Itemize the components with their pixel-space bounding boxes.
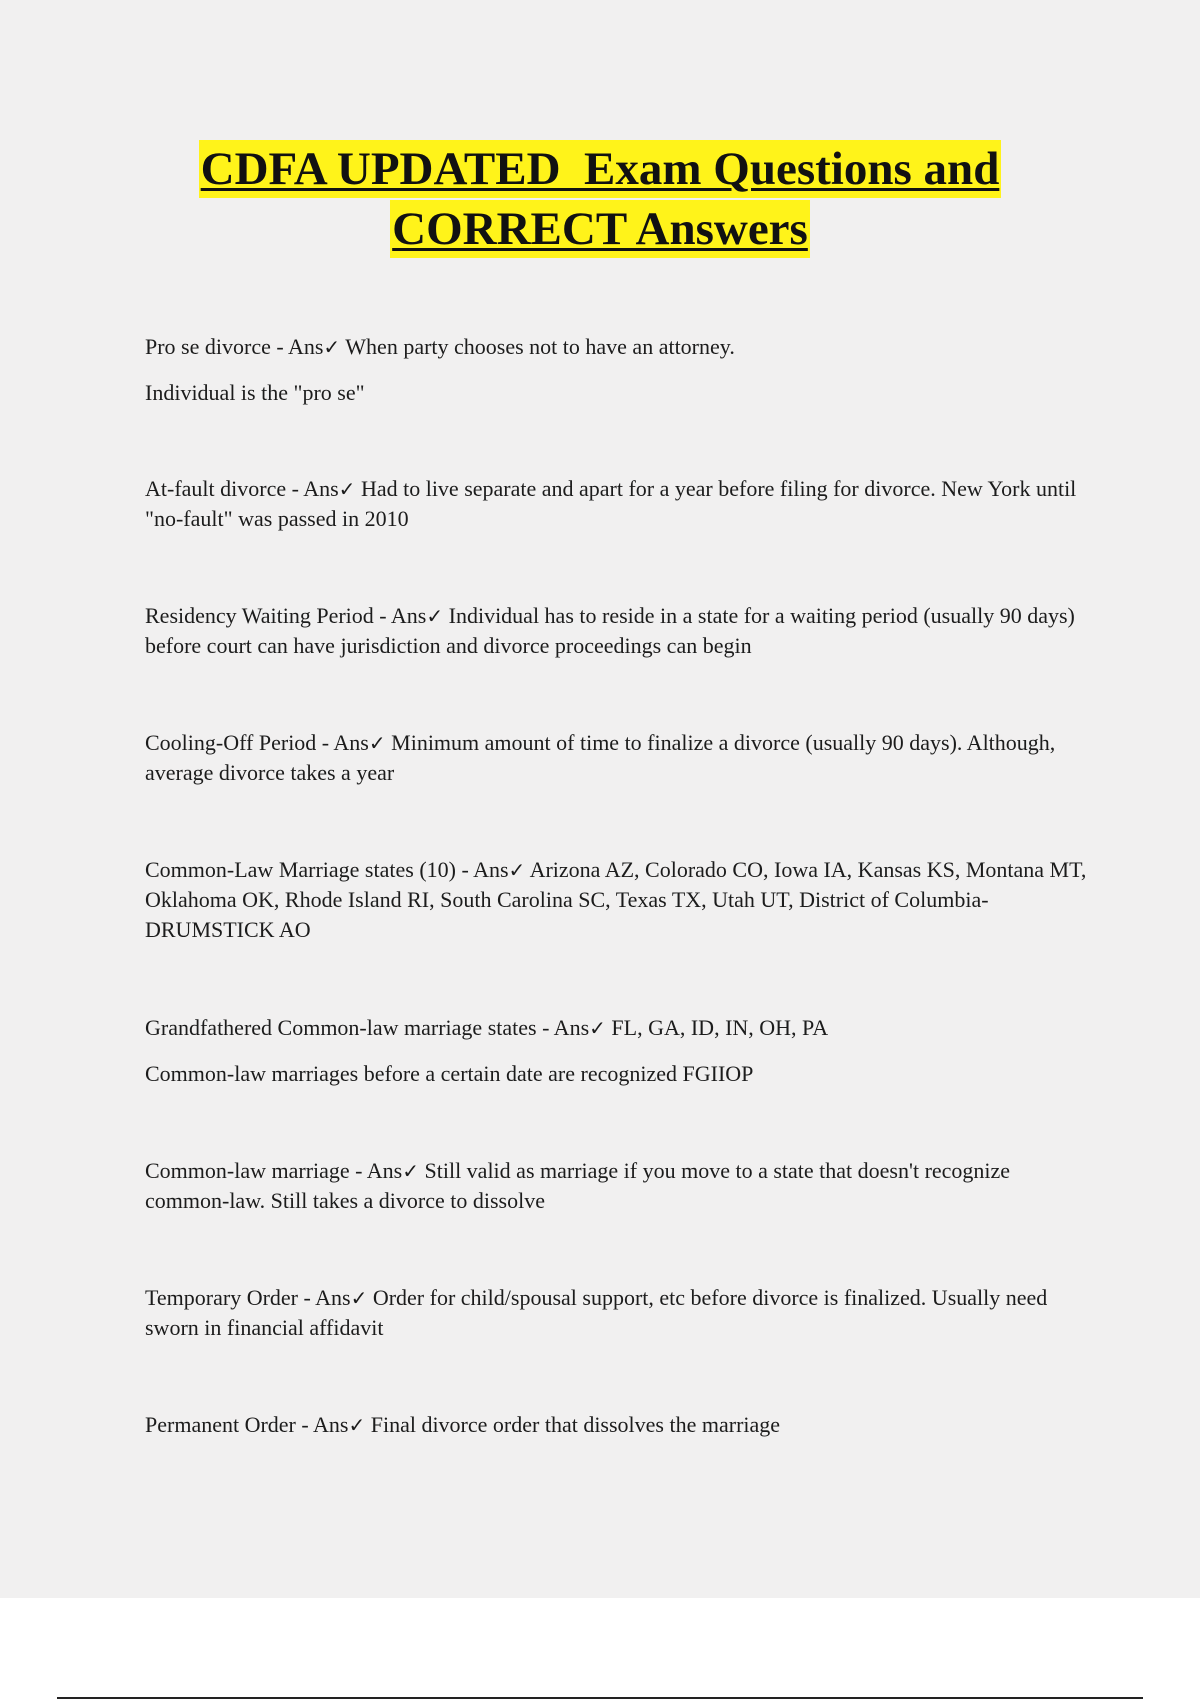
title-line-2: CORRECT Answers [390, 200, 810, 258]
answer-text: Still valid as marriage if you move to a state that doesn't recognize common-law. Still takes a divorce to dissolve [145, 1158, 1011, 1213]
qa-entry-cooling-off [145, 728, 1090, 788]
answer-text: Had to live separate and apart for a year before filing for divorce. New York until "no-fault" was passed in 2010 [145, 476, 1077, 531]
question-term: Common-law marriage - Ans [145, 1158, 403, 1183]
qa-entry-permanent-order [145, 1410, 1090, 1440]
check-icon: ✓ [402, 1159, 419, 1183]
check-icon: ✓ [368, 731, 386, 755]
answer-text: Individual has to reside in a state for a waiting period (usually 90 days) before court can have jurisdiction and divorce proceedings can begin [145, 603, 1075, 658]
answer-note: Individual is the "pro se" [145, 380, 365, 405]
check-icon: ✓ [350, 1286, 368, 1310]
answer-note: Common-law marriages before a certain date are recognized FGIIOP [145, 1061, 754, 1086]
question-term: Residency Waiting Period - Ans [145, 603, 427, 628]
page-title [0, 140, 1200, 260]
qa-entry-grandfathered [145, 1013, 1090, 1089]
footer-divider [57, 1697, 1143, 1699]
question-term: Permanent Order - Ans [145, 1412, 349, 1437]
question-term: At-fault divorce - Ans [145, 476, 339, 501]
question-term: Temporary Order - Ans [145, 1285, 351, 1310]
answer-text: Final divorce order that dissolves the marriage [365, 1412, 781, 1437]
question-term: Cooling-Off Period - Ans [145, 730, 369, 755]
answer-text: Arizona AZ, Colorado CO, Iowa IA, Kansas KS, Montana MT, Oklahoma OK, Rhode Island RI, South Carolina SC, Texas TX, Utah UT, District of Columbia- DRUMSTICK AO [145, 857, 1087, 942]
check-icon: ✓ [589, 1016, 606, 1040]
question-term: Grandfathered Common-law marriage states - Ans [145, 1015, 590, 1040]
answer-text: FL, GA, ID, IN, OH, PA [605, 1015, 829, 1040]
qa-entry-pro-se [145, 332, 1090, 408]
question-term: Common-Law Marriage states (10) - Ans [145, 857, 509, 882]
answer-text: Minimum amount of time to finalize a divorce (usually 90 days). Although, average divorce takes a year [145, 730, 1056, 785]
qa-entry-common-law-marriage [145, 1156, 1090, 1216]
qa-entry-common-law-states [145, 855, 1090, 945]
qa-entry-temporary-order [145, 1283, 1090, 1343]
check-icon: ✓ [426, 604, 444, 628]
check-icon: ✓ [508, 858, 526, 882]
qa-entry-residency [145, 601, 1090, 661]
check-icon: ✓ [338, 477, 356, 501]
answer-text: Order for child/spousal support, etc before divorce is finalized. Usually need sworn in financial affidavit [145, 1285, 1048, 1340]
title-line-1: CDFA UPDATED Exam Questions and [199, 140, 1002, 198]
check-icon: ✓ [323, 335, 341, 359]
question-term: Pro se divorce - Ans [145, 334, 324, 359]
check-icon: ✓ [348, 1413, 366, 1437]
answer-text: When party chooses not to have an attorney. [340, 334, 735, 359]
qa-entry-at-fault [145, 474, 1090, 534]
